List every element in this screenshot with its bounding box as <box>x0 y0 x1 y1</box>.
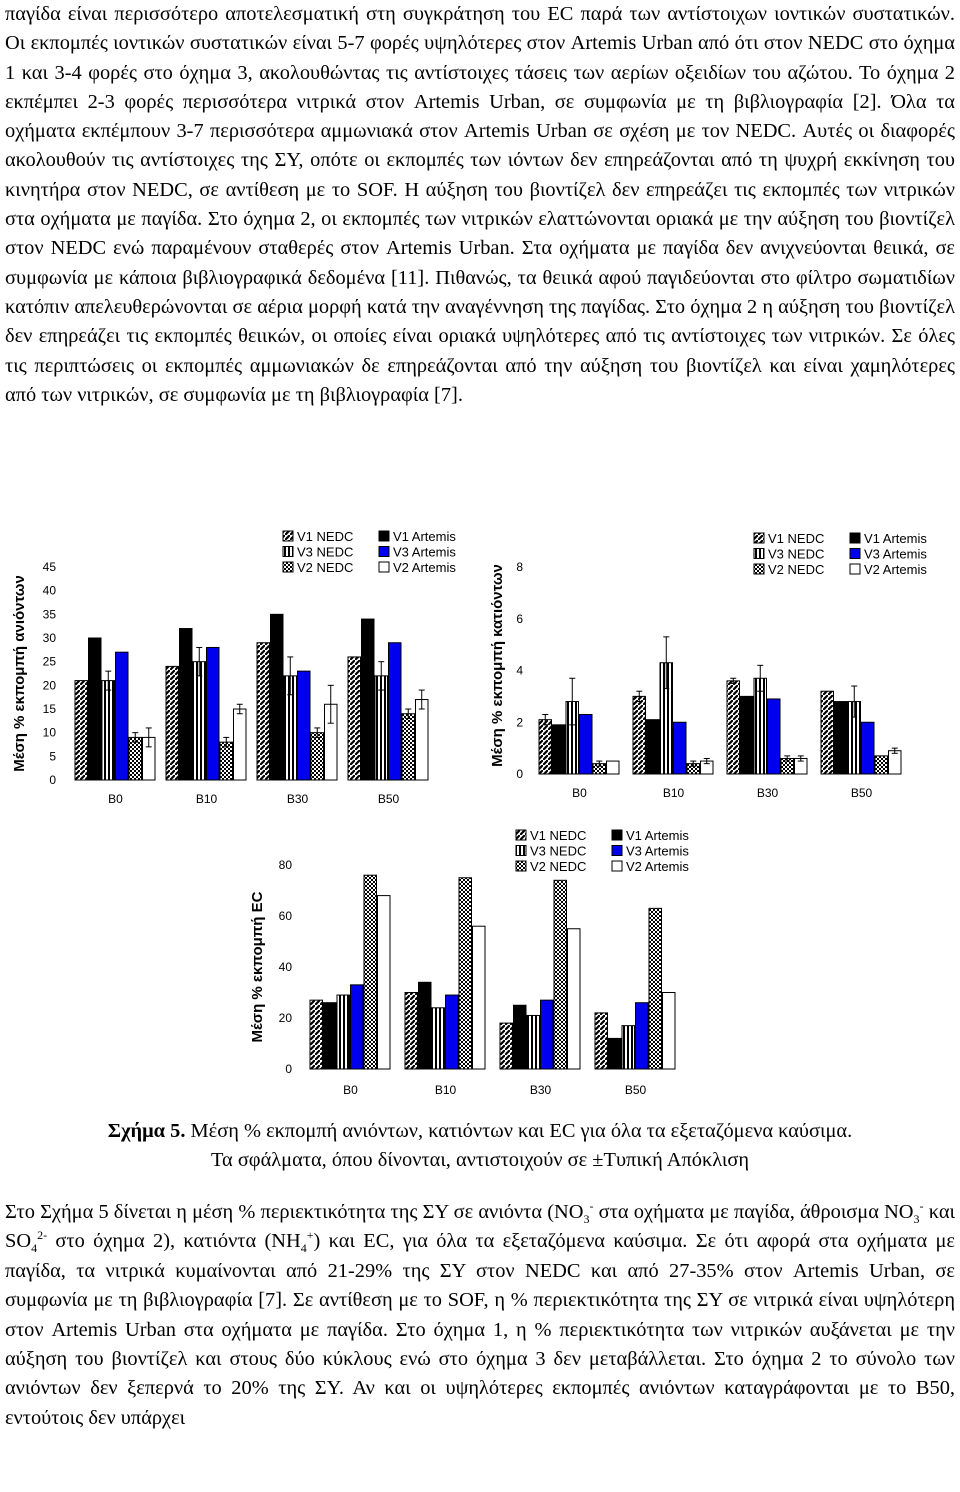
y-axis-label: Μέση % εκπομπή ανιόντων <box>11 575 28 772</box>
bar <box>609 1038 622 1069</box>
legend-label: V3 Artemis <box>864 546 927 562</box>
caption-line-1: Μέση % εκπομπή ανιόντων, κατιόντων και EC για όλα τα εξεταζόμενα καύσιμα. <box>185 1120 853 1142</box>
figure-caption <box>0 1116 960 1146</box>
legend-label: V2 Artemis <box>626 859 689 874</box>
pb-sup-3: 2- <box>37 1228 48 1243</box>
bar <box>311 733 324 780</box>
pb-sup-2: - <box>919 1199 924 1214</box>
pb-text-3: και SO <box>5 1201 955 1253</box>
legend-swatch <box>516 830 526 840</box>
cations-chart <box>483 520 960 815</box>
legend-swatch <box>379 547 389 557</box>
bar <box>663 993 676 1070</box>
bar <box>378 896 391 1069</box>
y-tick-label: 40 <box>42 583 56 598</box>
legend-swatch <box>612 861 622 871</box>
pb-text-5: ) και EC, για όλα τα εξεταζόμενα καύσιμα. Σε ότι αφορά στα οχήματα με παγίδα, τα νιτρικά κυμαίνονται από 21-29% της ΣΥ στον NEDC και από 27-35% στον Artemis Urban, σε συμφωνία με τη βιβλιογραφία [7]. Σε αντίθεση με το SOF, η % περιεκτικότητα της ΣΥ σε νιτρικά είναι υψηλότερη στον Artemis Urban στα οχήματα με παγίδα. Στο όχημα 1, η % περιεκτικότητα των νιτρικών αυξάνεται με την αύξηση του βιοντίζελ και στους δύο κύκλους ενώ στο όχημα 3 δεν μεταβάλλεται. Στο όχημα 2 το σύνολο των ανιόντων δεν ξεπερνά το 20% της ΣΥ. Αν και οι υψηλότερες εκπομπές ανιόντων καταγράφονται με το B50, εντούτοις δεν υπάρχει <box>5 1230 955 1429</box>
legend-swatch <box>612 846 622 856</box>
bar <box>649 908 662 1069</box>
legend-swatch <box>850 564 860 574</box>
legend-swatch <box>754 564 764 574</box>
bar <box>727 681 740 774</box>
bar <box>622 1026 635 1069</box>
legend-swatch <box>754 533 764 543</box>
pb-sup-4: + <box>306 1228 314 1243</box>
y-tick-label: 80 <box>278 858 292 872</box>
paragraph-top: παγίδα είναι περισσότερο αποτελεσματική στη συγκράτηση του EC παρά των αντίστοιχων ιοντικών συστατικών. Οι εκπομπές ιοντικών συστατικών είναι 5-7 φορές υψηλότερες στον Artemis Urban από ότι στον NEDC στο όχημα 1 και 3-4 φορές στο όχημα 3, ακολουθώντας τις αντίστοιχες τάσεις των αερίων οξειδίων του αζώτου. Το όχημα 2 εκπέμπει 2-3 φορές περισσότερα νιτρικά στον Artemis Urban, σε συμφωνία με τη βιβλιογραφία [2]. Όλα τα οχήματα εκπέμπουν 3-7 περισσότερα αμμωνιακά στον Artemis Urban σε σχέση με τον NEDC. Αυτές οι διαφορές ακολουθούν τις αντίστοιχες της ΣΥ, οπότε οι εκπομπές των ιόντων δεν επηρεάζονται από τη ψυχρή εκκίνηση του κινητήρα στον NEDC, σε αντίθεση με το SOF. Η αύξηση του βιοντίζελ δεν επηρεάζει τις εκπομπές των νιτρικών στα οχήματα με παγίδα. Στο όχημα 2, οι εκπομπές των νιτρικών ελαττώνονται οριακά με την αύξηση του βιοντίζελ στον NEDC ενώ παραμένουν σταθερές στον Artemis Urban. Στα οχήματα με παγίδα δεν ανιχνεύονται θειικά, σε συμφωνία με κάποια βιβλιογραφικά δεδομένα [11]. Πιθανώς, τα θειικά αφού παγιδεύονται στο φίλτρο σωματιδίων κατόπιν απελευθερώνονται σε αέρια μορφή κατά την αναγέννηση της παγίδας. Στο όχημα 2 η αύξηση του βιοντίζελ δεν επηρεάζει τις εκπομπές θειικών, οι οποίες είναι οριακά υψηλότερες από τις αντίστοιχες των νιτρικών. Σε όλες τις περιπτώσεις οι εκπομπές αμμωνιακών δε επηρεάζονται από την αύξηση του βιοντίζελ και είναι χαμηλότερες από των νιτρικών, σε συμφωνία με τη βιβλιογραφία [7]. <box>5 3 955 406</box>
legend-label: V1 Artemis <box>626 828 689 843</box>
y-tick-label: 25 <box>42 654 56 669</box>
pb-text-4: στο όχημα 2), κατιόντα (NH <box>47 1230 301 1253</box>
bar <box>419 982 432 1069</box>
bar <box>446 995 459 1069</box>
bar <box>607 761 620 774</box>
y-axis-label: Μέση % εκπομπή κατιόντων <box>489 564 506 767</box>
y-tick-label: 40 <box>278 960 292 974</box>
legend-label: V1 Artemis <box>393 529 456 544</box>
bar <box>207 647 220 780</box>
legend-swatch <box>850 533 860 543</box>
anions-chart <box>0 520 470 815</box>
y-tick-label: 60 <box>278 909 292 923</box>
bar <box>351 985 364 1069</box>
y-axis-label: Μέση % εκπομπή EC <box>249 891 266 1043</box>
bar <box>364 875 377 1069</box>
ec-chart <box>235 815 725 1105</box>
bar <box>889 751 902 774</box>
bar <box>375 676 388 780</box>
y-tick-label: 30 <box>42 631 56 645</box>
legend-swatch <box>516 861 526 871</box>
bar <box>595 1013 608 1069</box>
figure-label: Σχήμα 5. <box>107 1120 186 1142</box>
legend-label: V3 Artemis <box>393 544 456 560</box>
legend-label: V2 Artemis <box>864 562 927 577</box>
pb-sub-4: 4 <box>300 1241 307 1256</box>
y-tick-label: 8 <box>516 560 523 574</box>
bar <box>166 666 179 780</box>
x-tick-label: B50 <box>850 786 873 800</box>
bar <box>271 614 284 780</box>
bar <box>647 720 660 774</box>
legend-swatch <box>283 562 293 572</box>
bar <box>402 714 415 780</box>
y-tick-label: 6 <box>516 611 523 626</box>
y-tick-label: 0 <box>285 1062 292 1076</box>
pb-sup-1: - <box>589 1199 594 1214</box>
bar <box>129 737 142 780</box>
y-tick-label: 0 <box>516 767 523 781</box>
bar <box>835 702 848 774</box>
bar <box>310 1000 323 1069</box>
bar <box>754 678 767 774</box>
bar <box>741 696 754 774</box>
bar <box>541 1000 554 1069</box>
x-tick-label: B50 <box>624 1083 647 1097</box>
y-tick-label: 0 <box>49 773 56 787</box>
legend-label: V1 NEDC <box>768 531 825 546</box>
legend-label: V1 Artemis <box>864 531 927 546</box>
bar <box>75 681 88 780</box>
x-tick-label: B0 <box>343 1083 358 1097</box>
bar <box>102 681 115 780</box>
y-tick-label: 4 <box>516 663 523 678</box>
y-tick-label: 5 <box>49 749 56 764</box>
legend-label: V3 NEDC <box>297 544 354 560</box>
x-tick-label: B30 <box>756 786 779 800</box>
legend-swatch <box>379 562 389 572</box>
caption-line-2: Τα σφάλματα, όπου δίνονται, αντιστοιχούν σε ±Τυπική Απόκλιση <box>210 1149 750 1171</box>
legend-label: V1 NEDC <box>530 828 587 843</box>
bar <box>234 709 247 780</box>
bar <box>193 662 206 780</box>
legend-label: V2 Artemis <box>393 560 456 575</box>
legend-swatch <box>850 549 860 559</box>
pb-text-1: Στο Σχήμα 5 δίνεται η μέση % περιεκτικότητα της ΣΥ σε ανιόντα (NO <box>5 1201 584 1223</box>
paragraph-bottom <box>5 1198 955 1433</box>
y-tick-label: 35 <box>42 607 56 622</box>
x-tick-label: B10 <box>662 786 685 800</box>
legend-label: V2 NEDC <box>768 562 825 577</box>
bar <box>674 722 687 774</box>
x-tick-label: B30 <box>286 792 309 806</box>
legend-label: V3 NEDC <box>530 843 587 859</box>
x-tick-label: B0 <box>108 792 123 806</box>
bar <box>636 1003 649 1069</box>
legend-swatch <box>754 549 764 559</box>
y-tick-label: 15 <box>42 702 56 716</box>
legend-swatch <box>379 531 389 541</box>
pb-sub-2: 3 <box>913 1212 920 1227</box>
bar <box>298 671 311 780</box>
legend-label: V3 Artemis <box>626 843 689 859</box>
bar <box>875 756 888 774</box>
bar <box>432 1008 445 1069</box>
pb-text-2: στα οχήματα με παγίδα, άθροισμα NO <box>593 1201 914 1223</box>
bar <box>416 700 429 780</box>
bar <box>337 995 350 1069</box>
legend-swatch <box>612 830 622 840</box>
legend-label: V2 NEDC <box>530 859 587 874</box>
y-tick-label: 45 <box>42 560 56 574</box>
bar <box>500 1023 513 1069</box>
legend-label: V3 NEDC <box>768 546 825 562</box>
x-tick-label: B10 <box>195 792 218 806</box>
bar <box>514 1005 527 1069</box>
bar <box>405 993 418 1070</box>
bar <box>768 699 781 774</box>
pb-sub-3: 4 <box>31 1241 38 1256</box>
bar <box>220 742 233 780</box>
legend-label: V2 NEDC <box>297 560 354 575</box>
bar <box>633 696 646 774</box>
bar <box>821 691 834 774</box>
bar <box>180 629 193 780</box>
x-tick-label: B0 <box>572 786 587 800</box>
y-tick-label: 10 <box>42 725 56 740</box>
legend-swatch <box>516 846 526 856</box>
y-tick-label: 20 <box>42 678 56 693</box>
bar <box>389 643 402 780</box>
bar <box>324 1003 337 1069</box>
y-tick-label: 20 <box>278 1011 292 1025</box>
bar <box>527 1015 540 1069</box>
y-tick-label: 2 <box>516 715 523 730</box>
x-tick-label: B50 <box>377 792 400 806</box>
bar <box>539 720 552 774</box>
bar <box>257 643 270 780</box>
bar <box>116 652 129 780</box>
bar <box>554 880 567 1069</box>
bar <box>473 926 486 1069</box>
bar <box>459 878 472 1069</box>
bar <box>862 722 875 774</box>
bar <box>89 638 102 780</box>
x-tick-label: B10 <box>434 1083 457 1097</box>
legend-swatch <box>283 531 293 541</box>
bar <box>362 619 375 780</box>
bar <box>553 725 566 774</box>
bar <box>568 929 581 1069</box>
legend-swatch <box>283 547 293 557</box>
x-tick-label: B30 <box>529 1083 552 1097</box>
legend-label: V1 NEDC <box>297 529 354 544</box>
pb-sub-1: 3 <box>583 1212 590 1227</box>
bar <box>580 714 593 774</box>
bar <box>348 657 361 780</box>
